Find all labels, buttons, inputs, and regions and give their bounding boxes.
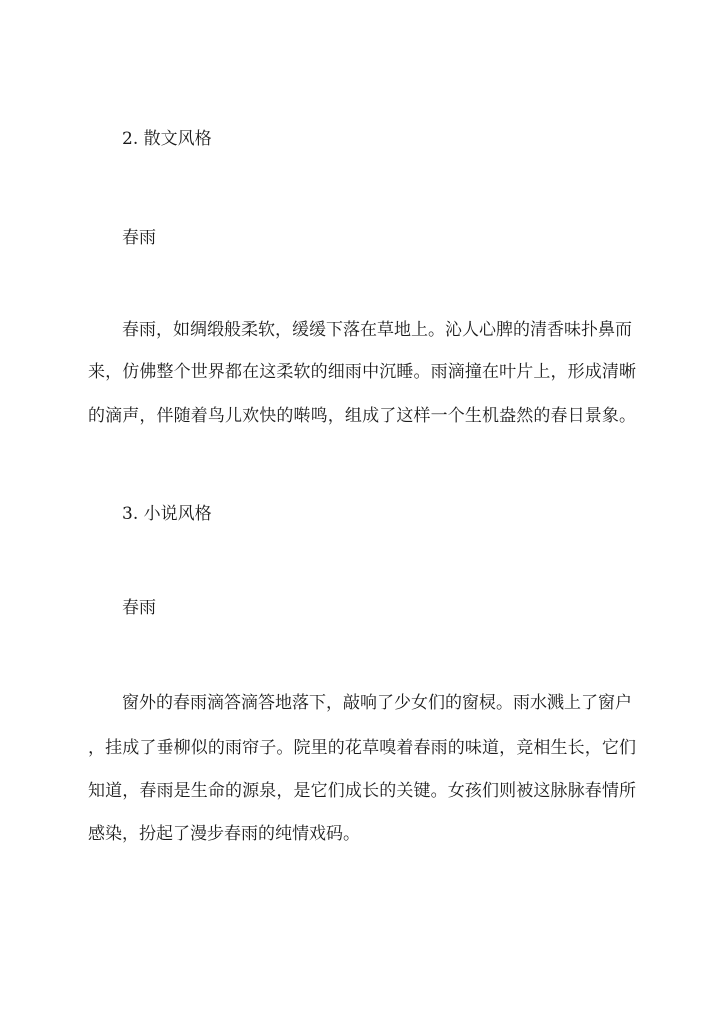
paragraph-line: 的滴声，伴随着鸟儿欢快的啭鸣，组成了这样一个生机盎然的春日景象。 [88,406,636,426]
paragraph-line: 来，仿佛整个世界都在这柔软的细雨中沉睡。雨滴撞在叶片上，形成清晰 [88,362,636,382]
paragraph-line: 春雨，如绸缎般柔软，缓缓下落在草地上。沁人心脾的清香味扑鼻而 [122,320,632,340]
section-heading-novel-style: 3. 小说风格 [122,504,212,524]
section-title-spring-rain-prose: 春雨 [122,228,156,248]
section-heading-prose-style: 2. 散文风格 [122,129,212,149]
section-title-spring-rain-novel: 春雨 [122,598,156,618]
paragraph-line: 感染，扮起了漫步春雨的纯情戏码。 [88,824,360,844]
paragraph-line: ，挂成了垂柳似的雨帘子。院里的花草嗅着春雨的味道，竞相生长，它们 [88,738,636,758]
paragraph-line: 窗外的春雨滴答滴答地落下，敲响了少女们的窗棂。雨水溅上了窗户 [122,693,632,713]
paragraph-line: 知道，春雨是生命的源泉，是它们成长的关键。女孩们则被这脉脉春情所 [88,781,636,801]
